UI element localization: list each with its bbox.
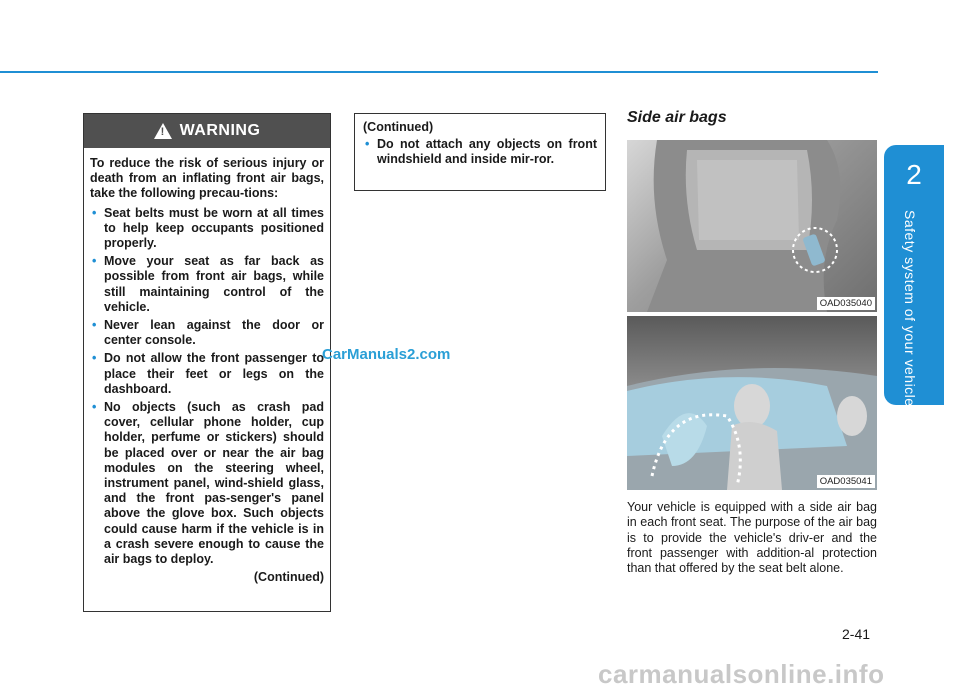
warning-heading: WARNING xyxy=(179,122,261,139)
warning-header xyxy=(84,114,330,148)
continued-list xyxy=(363,137,597,167)
bullet-icon: • xyxy=(365,137,370,152)
seat-airbag-photo xyxy=(627,140,877,312)
warning-continued: (Continued) xyxy=(253,570,324,585)
warning-intro: To reduce the risk of serious injury or death from an inflating front air bags, take the following precau-tions: xyxy=(90,156,324,201)
photo1-label: OAD035040 xyxy=(817,297,875,310)
bullet-icon: • xyxy=(92,254,97,269)
bullet-icon: • xyxy=(92,351,97,366)
watermark[interactable]: CarManuals2.com xyxy=(322,346,451,363)
warning-item-text: No objects (such as crash pad cover, cellular phone holder, cup holder, perfume or stickers) should be placed over or near the air bag modules on the steering wheel, instrument panel, wind-shield glass, and the front pas-senger's panel above the glove box. Such objects could cause harm if the vehicle is in a crash severe enough to cause the air bags to deploy. xyxy=(104,400,324,567)
warning-triangle-icon: ! xyxy=(154,123,172,139)
section-title: Side air bags xyxy=(627,109,727,126)
seat-illustration xyxy=(627,140,877,312)
continued-item-text: Do not attach any objects on front windshield and inside mir-ror. xyxy=(377,137,597,167)
warning-item-text: Never lean against the door or center console. xyxy=(104,318,324,348)
continued-item xyxy=(363,137,597,167)
chapter-title: Safety system of your vehicle xyxy=(902,210,918,407)
continued-heading: (Continued) xyxy=(363,120,434,134)
page-number: 2-41 xyxy=(842,626,871,642)
warning-item xyxy=(90,254,324,315)
side-airbag-photo xyxy=(627,316,877,490)
warning-item xyxy=(90,318,324,348)
bullet-icon: • xyxy=(92,400,97,415)
chapter-number: 2 xyxy=(906,159,922,190)
deployment-illustration xyxy=(627,316,877,490)
bullet-icon: • xyxy=(92,205,97,220)
warning-item-text: Move your seat as far back as possible from front air bags, while still maintaining control of the vehicle. xyxy=(104,254,324,314)
section-body: Your vehicle is equipped with a side air bag in each front seat. The purpose of the air bag is to provide the vehicle's driv-er and the front passenger with addition-al protection than that offered by the seat belt alone. xyxy=(627,500,877,576)
footer-watermark[interactable]: carmanualsonline.info xyxy=(598,659,885,689)
warning-item-text: Do not allow the front passenger to place their feet or legs on the dashboard. xyxy=(104,351,324,396)
warning-item-text: Seat belts must be worn at all times to help keep occupants positioned properly. xyxy=(104,205,324,251)
chapter-tab[interactable] xyxy=(884,145,944,405)
warning-item xyxy=(90,206,324,252)
continued-box xyxy=(354,113,606,191)
photo2-label: OAD035041 xyxy=(817,475,875,488)
warning-item xyxy=(90,351,324,397)
header-rule xyxy=(0,71,878,73)
warning-item xyxy=(90,400,324,567)
warning-body xyxy=(84,148,330,585)
bullet-icon: • xyxy=(92,318,97,333)
warning-list xyxy=(90,206,324,568)
warning-box xyxy=(83,113,331,612)
